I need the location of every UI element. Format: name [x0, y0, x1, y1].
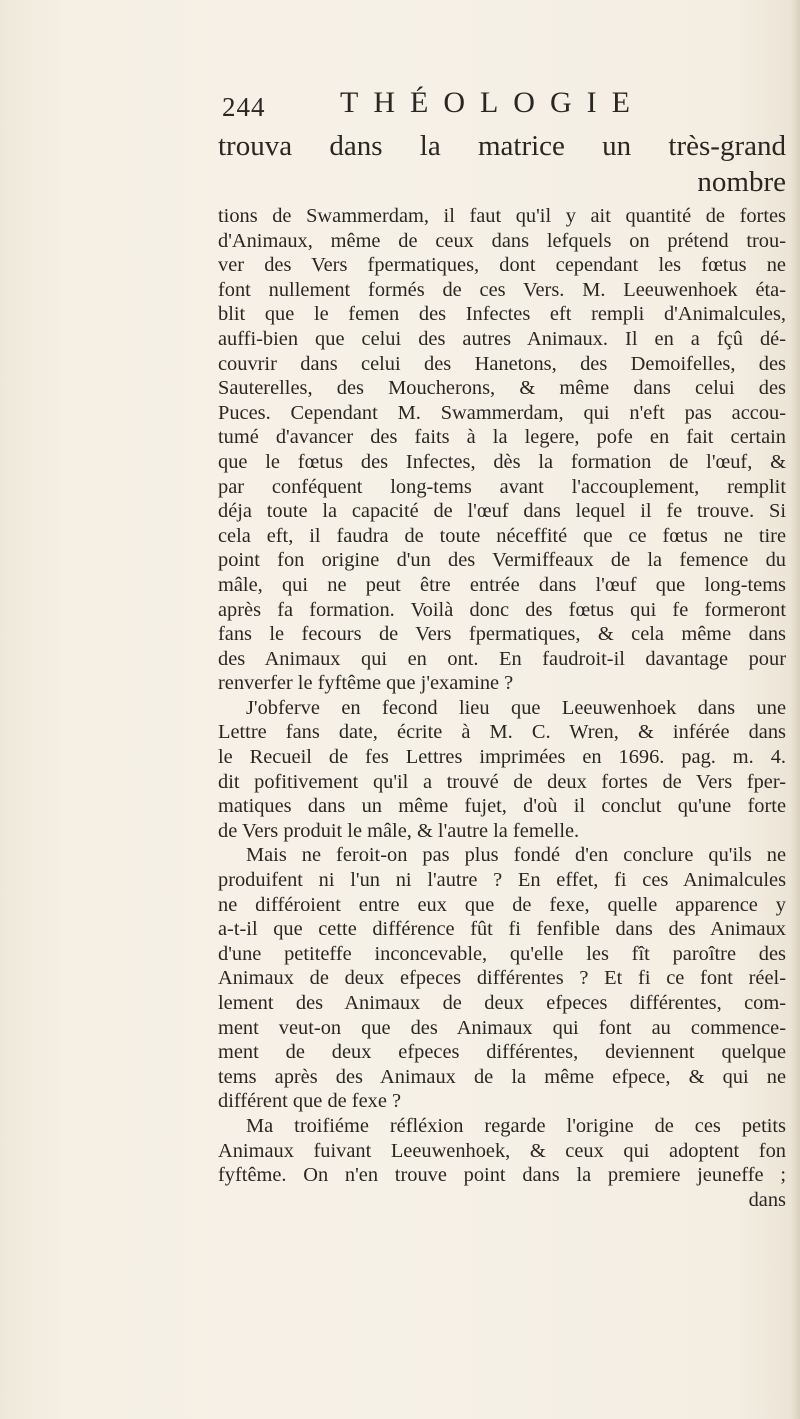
text-line: auffi-bien que celui des autres Animaux. Il en a fçû dé-	[218, 327, 786, 350]
text-line: Animaux de deux efpeces différentes ? Et fi ce font réel-	[218, 967, 786, 990]
text-line: fyftême. On n'en trouve point dans la premiere jeuneffe ;	[218, 1164, 786, 1187]
text-line: Sauterelles, des Moucherons, & même dans celui des	[218, 377, 786, 400]
text-line: que le fœtus des Infectes, dès la formation de l'œuf, &	[218, 450, 786, 473]
text-line: mâle, qui ne peut être entrée dans l'œuf que long-tems	[218, 573, 786, 596]
text-line: couvrir dans celui des Hanetons, des Demoifelles, des	[218, 352, 786, 375]
text-line: déja toute la capacité de l'œuf dans lequel il fe trouve. Si	[218, 500, 786, 523]
text-line: par conféquent long-tems avant l'accouplement, remplit	[218, 475, 786, 498]
text-line: fans le fecours de Vers fpermatiques, & cela même dans	[218, 623, 786, 646]
text-line: matiques dans un même fujet, d'où il conclut qu'une forte	[218, 795, 786, 818]
text-line: dit pofitivement qu'il a trouvé de deux fortes de Vers fper-	[218, 770, 786, 793]
text-line: J'obferve en fecond lieu que Leeuwenhoek dans une	[246, 696, 786, 719]
page-number: 244	[222, 92, 266, 122]
text-line: cela eft, il faudra de toute néceffité que ce fœtus ne tire	[218, 524, 786, 547]
text-line: Lettre fans date, écrite à M. C. Wren, & inférée dans	[218, 721, 786, 744]
text-line: point fon origine d'un des Vermiffeaux de la femence du	[218, 549, 786, 572]
text-line: blit que le femen des Infectes eft rempli d'Animalcules,	[218, 303, 786, 326]
page-edge-shadow	[790, 0, 800, 1419]
text-line: de Vers produit le mâle, & l'autre la femelle.	[218, 819, 580, 842]
text-line: d'une petiteffe inconcevable, qu'elle les fît paroître des	[218, 942, 786, 965]
text-line: Ma troifiéme réfléxion regarde l'origine de ces petits	[246, 1114, 786, 1137]
text-line: Animaux fuivant Leeuwenhoek, & ceux qui adoptent fon	[218, 1139, 786, 1162]
text-line: lement des Animaux de deux efpeces différentes, com-	[218, 992, 786, 1014]
page-header	[222, 86, 762, 122]
text-line: ment de deux efpeces différentes, deviennent quelque	[218, 1041, 786, 1064]
text-line: a-t-il que cette différence fût fi fenfible dans des Animaux	[218, 918, 786, 941]
text-line: Mais ne feroit-on pas plus fondé d'en conclure qu'ils ne	[246, 844, 786, 867]
text-line: font nullement formés de ces Vers. M. Leeuwenhoek éta-	[218, 278, 786, 301]
text-line: des Animaux qui en ont. En faudroit-il davantage pour	[218, 647, 786, 670]
text-line: nombre	[697, 166, 786, 198]
text-line: le Recueil de fes Lettres imprimées en 1696. pag. m. 4.	[218, 746, 786, 769]
text-line: ment veut-on que des Animaux qui font au commence-	[218, 1016, 786, 1039]
catchword: dans	[748, 1188, 786, 1211]
text-line: différent que de fexe ?	[218, 1090, 402, 1113]
text-line: tems après des Animaux de la même efpece, & qui ne	[218, 1065, 786, 1088]
text-line: tumé d'avancer des faits à la legere, pofe en fait certain	[218, 426, 786, 449]
text-line: trouva dans la matrice un très-grand	[218, 130, 786, 162]
text-line: ver des Vers fpermatiques, dont cependant les fœtus ne	[218, 254, 786, 277]
text-line: Puces. Cependant M. Swammerdam, qui n'eft pas accou-	[218, 401, 786, 424]
body-text	[218, 128, 786, 1212]
text-line: tions de Swammerdam, il faut qu'il y ait quantité de fortes	[218, 205, 786, 227]
running-title: THÉOLOGIE	[340, 86, 645, 119]
text-line: d'Animaux, même de ceux dans lefquels on prétend trou-	[218, 229, 786, 252]
text-line: produifent ni l'un ni l'autre ? En effet, fi ces Animalcules	[218, 869, 786, 892]
text-line: renverfer le fyftême que j'examine ?	[218, 672, 514, 695]
text-line: après fa formation. Voilà donc des fœtus qui fe formeront	[218, 598, 786, 621]
text-line: ne différoient entre eux que de fexe, quelle apparence y	[218, 893, 786, 916]
